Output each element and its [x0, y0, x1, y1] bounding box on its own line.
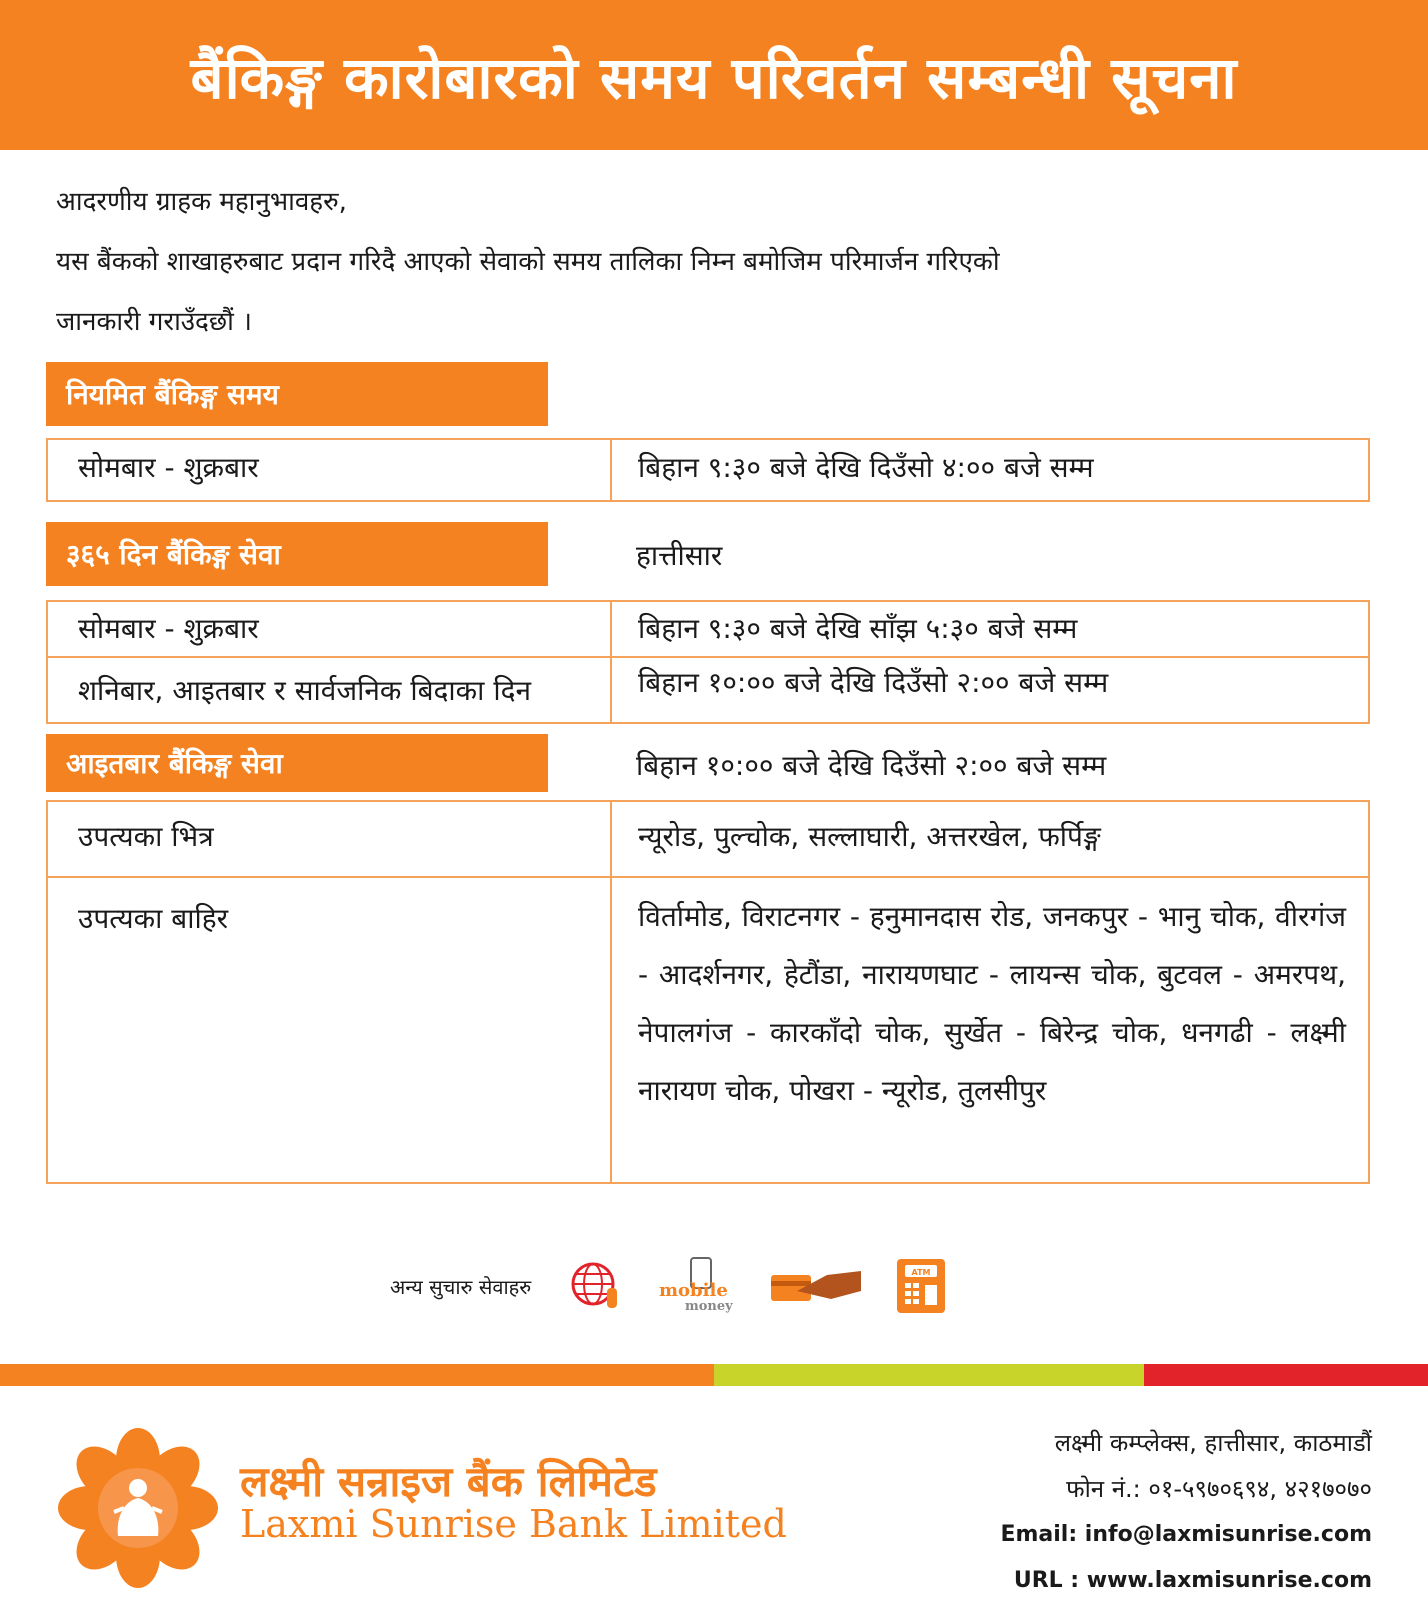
- table-row: [48, 802, 1368, 876]
- greeting: आदरणीय ग्राहक महानुभावहरु,: [56, 187, 347, 217]
- mobile-text: mobile: [659, 1280, 729, 1301]
- day-cell: सोमबार - शुक्रबार: [48, 602, 612, 656]
- regular-banking-label-text: नियमित बैंकिङ्ग समय: [66, 378, 279, 411]
- branches-cell: न्यूरोड, पुल्चोक, सल्लाघारी, अत्तरखेल, फर्पिङ्ग: [638, 820, 1101, 853]
- sunday-banking-table: [46, 800, 1370, 1184]
- notice-header: [0, 0, 1428, 150]
- area-cell: उपत्यका बाहिर: [48, 878, 612, 1182]
- regular-banking-label: [46, 362, 548, 426]
- globe-hand-icon: [567, 1256, 627, 1316]
- phone: फोन नं.: ०१-५९७०६९४, ४२१७०७०: [1066, 1475, 1372, 1503]
- table-row: [48, 876, 1368, 1182]
- other-services: [390, 1254, 951, 1318]
- stripe-yellow: [714, 1364, 1144, 1386]
- intro-line-2: जानकारी गराउँदछौं ।: [56, 307, 252, 337]
- stripe-red: [1144, 1364, 1428, 1386]
- email: Email: info@laxmisunrise.com: [1000, 1522, 1372, 1547]
- address: लक्ष्मी कम्प्लेक्स, हात्तीसार, काठमाडौं: [1054, 1429, 1372, 1457]
- contact-info: [1000, 1420, 1372, 1600]
- bank-name-english: Laxmi Sunrise Bank Limited: [240, 1502, 787, 1546]
- intro-text: [56, 172, 1366, 352]
- time-cell: बिहान ९:३० बजे देखि दिउँसो ४:०० बजे सम्म: [638, 451, 1094, 484]
- website-url: URL : www.laxmisunrise.com: [1013, 1568, 1372, 1593]
- table-row: [48, 656, 1368, 722]
- table-row: [48, 602, 1368, 656]
- sunday-time: बिहान १०:०० बजे देखि दिउँसो २:०० बजे सम्म: [636, 749, 1107, 782]
- days365-banking-table: [46, 600, 1370, 724]
- atm-text: ATM: [911, 1268, 931, 1277]
- regular-banking-table: [46, 438, 1370, 502]
- days365-banking-label: [46, 522, 548, 586]
- money-text: money: [685, 1299, 733, 1314]
- sunday-banking-label: [46, 734, 548, 792]
- intro-line-1: यस बैंकको शाखाहरुबाट प्रदान गरिदै आएको सेवाको समय तालिका निम्न बमोजिम परिमार्जन गरिएको: [56, 247, 1000, 277]
- mobile-money-icon: [655, 1256, 739, 1316]
- days365-location: हात्तीसार: [636, 539, 723, 572]
- day-cell: सोमबार - शुक्रबार: [48, 440, 612, 500]
- stripe-orange: [0, 1364, 714, 1386]
- area-cell: उपत्यका भित्र: [48, 802, 612, 876]
- time-cell: बिहान १०:०० बजे देखि दिउँसो २:०० बजे सम्म: [638, 666, 1109, 699]
- other-services-label: अन्य सुचारु सेवाहरु: [390, 1274, 532, 1299]
- sunday-banking-label-text: आइतबार बैंकिङ्ग सेवा: [66, 747, 283, 780]
- branches-cell: विर्तामोड, विराटनगर - हनुमानदास रोड, जनकपुर - भानु चोक, वीरगंज - आदर्शनगर, हेटौंडा, नारायणघाट - लायन्स चोक, बुटवल - अमरपथ, नेपालगंज - कारकाँदो चोक, सुर्खेत - बिरेन्द्र चोक, धनगढी - लक्ष्मी नारायण चोक, पोखरा - न्यूरोड, तुलसीपुर: [638, 900, 1346, 1107]
- time-cell: बिहान ९:३० बजे देखि साँझ ५:३० बजे सम्म: [638, 612, 1078, 645]
- table-row: [48, 440, 1368, 500]
- days365-banking-label-text: ३६५ दिन बैंकिङ्ग सेवा: [66, 538, 281, 571]
- day-cell: शनिबार, आइतबार र सार्वजनिक बिदाका दिन: [48, 658, 612, 722]
- atm-icon: [891, 1256, 951, 1316]
- notice-title: बैंकिङ्ग कारोबारको समय परिवर्तन सम्बन्धी सूचना: [190, 43, 1238, 112]
- bank-name-nepali: लक्ष्मी सन्राइज बैंक लिमिटेड: [240, 1457, 657, 1506]
- bank-logo: [58, 1428, 218, 1588]
- card-payment-icon: [767, 1256, 863, 1316]
